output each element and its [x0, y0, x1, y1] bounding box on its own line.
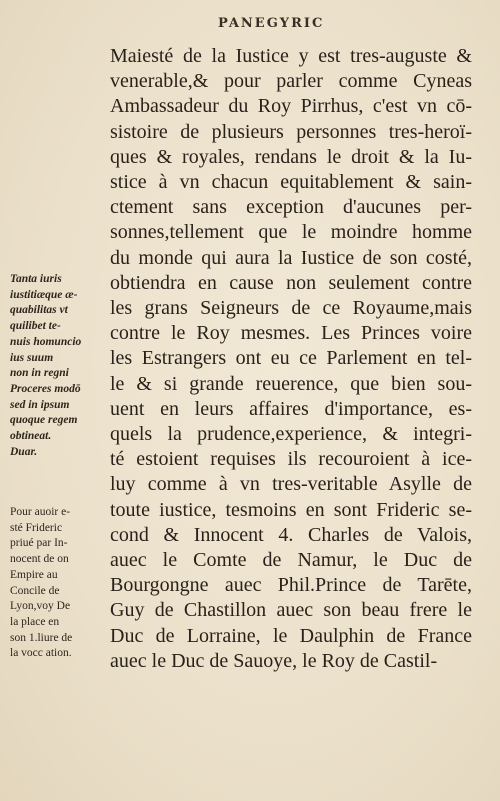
text-line: contre le Roy mesmes. Les Princes voire	[110, 322, 472, 345]
margin-note-line: Proceres modō	[10, 382, 81, 395]
text-line: Bourgongne auec Phil.Prince de Tarēte,	[110, 574, 472, 597]
margin-note-line: ius suum	[10, 351, 54, 364]
text-line: venerable,& pour parler comme Cyneas	[110, 70, 472, 93]
text-line: les grans Seigneurs de ce Royaume,mais	[110, 297, 472, 320]
margin-note-line: la place en	[10, 615, 60, 628]
text-line: le & si grande reuerence, que bien sou-	[110, 372, 472, 395]
text-line: auec le Comte de Namur, le Duc de	[110, 549, 472, 572]
margin-note-line: son 1.liure de	[10, 631, 73, 644]
margin-note-line: priué par In-	[10, 537, 68, 550]
text-line: sistoire de plusieurs personnes tres-heroï-	[110, 120, 472, 143]
margin-note-line: nocent de on	[10, 553, 69, 566]
margin-note-line: non in regni	[10, 367, 69, 380]
text-line: cond & Innocent 4. Charles de Valois,	[110, 523, 472, 546]
margin-note-line: quabilitas vt	[10, 304, 68, 317]
margin-note-line: sed in ipsum	[10, 398, 70, 411]
text-line: Ambassadeur du Roy Pirrhus, c'est vn cō-	[110, 95, 472, 118]
text-line: ctement sans exception d'aucunes per-	[110, 196, 472, 219]
margin-note-line: Empire au	[10, 568, 58, 581]
text-line: Maiesté de la Iustice y est tres-auguste &	[110, 45, 472, 67]
margin-note-line: quoque regem	[10, 414, 78, 427]
text-line: quels la prudence,experience, & integri-	[110, 423, 472, 446]
margin-note-pour	[10, 505, 106, 662]
margin-note-line: Duar.	[10, 445, 38, 458]
margin-note-line: Concile de	[10, 584, 60, 597]
margin-note-line: obtineat.	[10, 430, 52, 443]
margin-note-line: nuis homuncio	[10, 335, 82, 348]
text-line: obtiendra en cause non seulement contre	[110, 271, 472, 294]
main-text-block	[110, 44, 472, 674]
text-line: ques & royales, rendans le droit & la Iu-	[110, 145, 472, 168]
margin-note-line: iustitiæque æ-	[10, 288, 78, 301]
text-line: du monde qui aura la Iustice de son costé,	[110, 246, 472, 269]
margin-note-line: la vocc ation.	[10, 647, 72, 660]
text-line: Guy de Chastillon auec son beau frere le	[110, 599, 472, 622]
text-line: Duc de Lorraine, le Daulphin de France	[110, 624, 472, 647]
text-line: té estoient requises ils recouroient à ice-	[110, 448, 472, 471]
margin-note-line: Pour auoir e-	[10, 506, 71, 518]
text-line: sonnes,tellement que le moindre homme	[110, 221, 472, 244]
margin-note-line: quilibet te-	[10, 320, 61, 333]
text-line: uent en leurs affaires d'importance, es-	[110, 397, 472, 420]
text-line: auec le Duc de Sauoye, le Roy de Castil-	[110, 649, 438, 672]
text-line: luy comme à vn tres-veritable Asylle de	[110, 473, 472, 496]
text-line: les Estrangers ont eu ce Parlement en tel-	[110, 347, 472, 370]
text-line: toute iustice, tesmoins en sont Frideric se-	[110, 498, 472, 521]
running-head: PANEGYRIC	[218, 16, 325, 31]
margin-note-line: sté Frideric	[10, 521, 63, 534]
text-line: stice à vn chacun equitablement & sain-	[110, 171, 472, 194]
margin-note-latin	[10, 272, 106, 460]
margin-note-line: Lyon,voy De	[10, 600, 71, 613]
margin-note-line: Tanta iuris	[10, 273, 62, 285]
